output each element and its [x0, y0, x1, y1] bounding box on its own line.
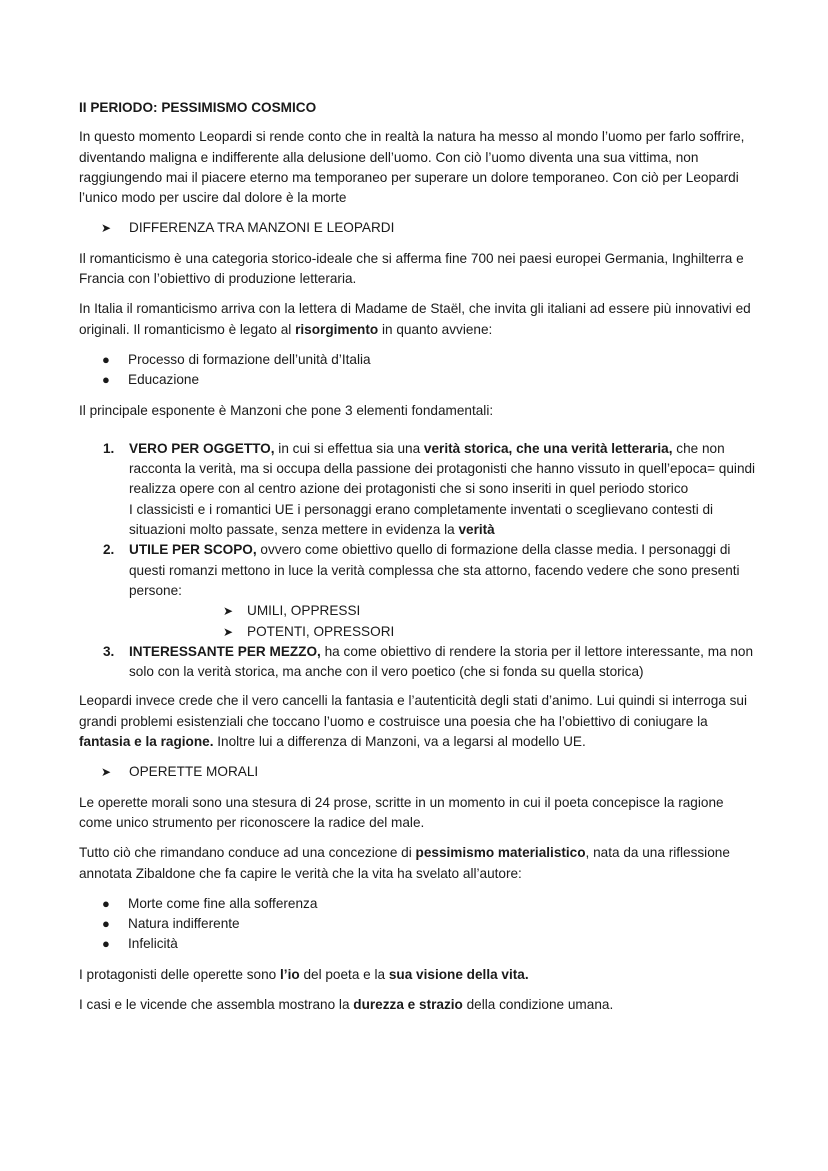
- numbered-list-elementi: [79, 439, 759, 683]
- bullet-list-risorgimento: [79, 350, 759, 391]
- section-heading: II PERIODO: PESSIMISMO COSMICO: [79, 100, 317, 115]
- paragraph-pessimismo: In questo momento Leopardi si rende conto che in realtà la natura ha messo al mondo l’uomo per farlo soffrire, diventando maligna e indifferente alla delusione dell’uomo. Con ciò l’uomo diventa una sua vittima, non raggiungendo mai il piacere eterno ma temporaneo per superare un dolore temporaneo. Con ciò per Leopardi l’unico modo per uscire dal dolore è la morte: [79, 129, 745, 206]
- list-item-interessante: 3. INTERESSANTE PER MEZZO, ha come obiettivo di rendere la storia per il lettore interessante, ma non solo con la verità storica, ma anche con il vero poetico (che si fonda su quella storica): [103, 643, 754, 680]
- paragraph-romanticismo: Il romanticismo è una categoria storico-ideale che si afferma fine 700 nei paesi europei Germania, Inghilterra e Francia con l’obiettivo di produzione letteraria.: [79, 250, 744, 287]
- paragraph-pessimismo-materialistico: Tutto ciò che rimandano conduce ad una concezione di pessimismo materialistico, nata da una riflessione annotata Zibaldone che fa capire le verità che la vita ha svelato all’autore:: [79, 845, 730, 881]
- bullet-dot-icon: ●: [102, 351, 110, 367]
- arrow-bullet-icon: ➤: [101, 765, 112, 780]
- bullet-dot-icon: ●: [102, 936, 110, 952]
- list-item-vero: 1. VERO PER OGGETTO, in cui si effettua sia una verità storica, che una verità letteraria, che non racconta la verità, ma si occupa della passione dei protagonisti che hanno vissuto in quell’epoca= quindi realizza opere con al centro azione dei protagonisti che si sono inseriti in quel periodo storico I classicisti e i romantici UE i personaggi erano completamente inventati o sceglievano contesti di situazioni molto passate, senza mettere in evidenza la verità: [103, 440, 756, 538]
- paragraph-casi: I casi e le vicende che assembla mostrano la durezza e strazio della condizione umana.: [79, 996, 614, 1012]
- subheading-text: DIFFERENZA TRA MANZONI E LEOPARDI: [129, 220, 395, 236]
- paragraph-leopardi: Leopardi invece crede che il vero cancelli la fantasia e l’autenticità degli stati d’animo. Lui quindi si interroga sui grandi problemi esistenziali che toccano l’uomo e costruisce una poesia che ha l’obiettivo di coniugare la fantasia e la ragione. Inoltre lui a differenza di Manzoni, va a legarsi al modello UE.: [79, 693, 747, 750]
- bullet-dot-icon: ●: [102, 372, 110, 388]
- list-item: ● Natura indifferente: [79, 914, 759, 934]
- arrow-bullet-icon: ➤: [223, 624, 234, 639]
- list-item: ● Educazione: [79, 370, 759, 390]
- list-item: ➤ POTENTI, OPRESSORI: [199, 622, 759, 642]
- list-item: ● Morte come fine alla sofferenza: [79, 894, 759, 914]
- sub-list-persone: [129, 601, 759, 642]
- paragraph-manzoni: Il principale esponente è Manzoni che pone 3 elementi fondamentali:: [79, 402, 494, 418]
- list-item: ● Infelicità: [79, 934, 759, 954]
- subheading-differenza: [101, 218, 759, 238]
- paragraph-italia: In Italia il romanticismo arriva con la lettera di Madame de Staël, che invita gli italiani ad essere più innovativi ed originali. Il romanticismo è legato al risorgimento in quanto avviene:: [79, 301, 751, 337]
- list-item: ➤ UMILI, OPPRESSI: [199, 601, 759, 621]
- list-item-utile: 2. UTILE PER SCOPO, ovvero come obiettivo quello di formazione della classe media. I personaggi di questi romanzi mettono in luce la verità complessa che sta attorno, facendo vedere che sono presenti persone: ➤ UMILI, OPPRESSI ➤ POTENTI, OPRESSORI: [79, 540, 759, 641]
- arrow-bullet-icon: ➤: [223, 604, 234, 619]
- bullet-list-verita: [79, 894, 759, 955]
- subheading-text: OPERETTE MORALI: [129, 764, 259, 780]
- bullet-dot-icon: ●: [102, 895, 110, 911]
- bullet-dot-icon: ●: [102, 916, 110, 932]
- list-item: ● Processo di formazione dell’unità d’Italia: [79, 350, 759, 370]
- paragraph-operette: Le operette morali sono una stesura di 24 prose, scritte in un momento in cui il poeta concepisce la ragione come unico strumento per riconoscere la radice del male.: [79, 794, 724, 830]
- subheading-operette: [101, 762, 759, 782]
- arrow-bullet-icon: ➤: [101, 221, 112, 236]
- document-page: [79, 98, 759, 1025]
- paragraph-protagonisti: I protagonisti delle operette sono l’io del poeta e la sua visione della vita.: [79, 966, 529, 982]
